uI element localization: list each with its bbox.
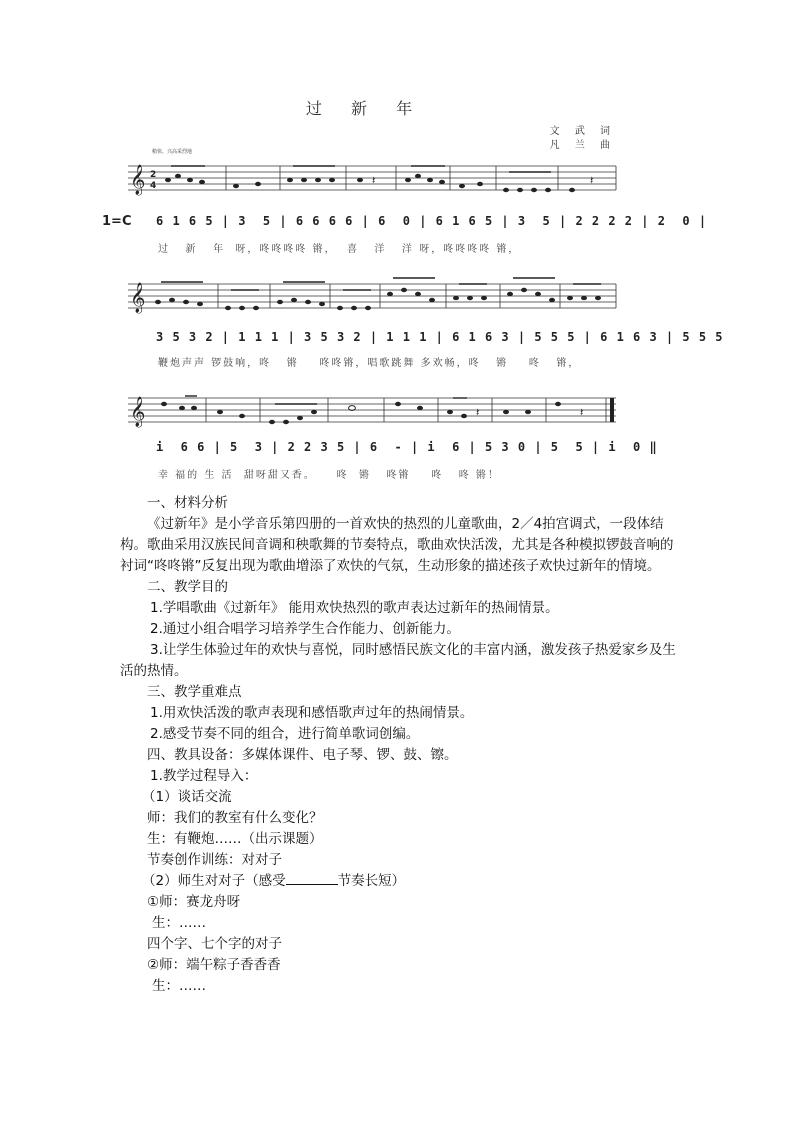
svg-text:𝄽: 𝄽 bbox=[590, 174, 594, 187]
svg-text:4: 4 bbox=[150, 181, 157, 191]
objective-item-1: 1.学唱歌曲《过新年》 能用欢快热烈的歌声表达过新年的热闹情景。 bbox=[150, 600, 559, 616]
svg-text:𝄞: 𝄞 bbox=[130, 165, 146, 195]
lyrics-row-3: 幸 福的 生 活 甜呀甜又香。 咚 锵 咚锵 咚 咚 锵！ bbox=[158, 470, 500, 481]
process-step-talk: （1）谈话交流 bbox=[142, 789, 232, 805]
analysis-paragraph: 《过新年》是小学音乐第四册的一首欢快的热烈的儿童歌曲，2／4拍宫调式，一段体结构。歌曲采用汉族民间音调和秧歌舞的节奏特点，歌曲欢快活泼，尤其是各种模拟锣鼓音响的衬词“咚咚锵”反复出现为歌曲增添了欢快的气氛，生动形象的描述孩子欢快过新年的情境。 bbox=[120, 516, 674, 574]
svg-text:𝄽: 𝄽 bbox=[476, 406, 480, 419]
jianpu-row-1: 6 1 6 5 | 3 5 | 6 6 6 6 | 6 0 | 6 1 6 5 | 3 5 | 2 2 2 2 | 2 0 | bbox=[156, 214, 708, 228]
dialogue-student-1: 生：有鞭炮……（出示课题） bbox=[147, 831, 323, 847]
section-heading-equipment: 四、教具设备：多媒体课件、电子琴、锣、鼓、镲。 bbox=[147, 747, 458, 763]
lyricist-credit: 文 武 词 bbox=[549, 126, 616, 137]
svg-text:𝄞: 𝄞 bbox=[130, 283, 146, 313]
lyrics-row-1: 过 新 年 呀，咚咚咚咚 锵， 喜 洋 洋 呀，咚咚咚咚 锵， bbox=[158, 244, 521, 255]
staff-line-2 bbox=[128, 276, 618, 316]
dialogue-teacher-3: ②师：端午粽子香香香 bbox=[147, 957, 281, 973]
process-step-couplet bbox=[120, 871, 676, 892]
dialogue-student-2: 生：…… bbox=[152, 915, 206, 931]
music-score bbox=[102, 90, 724, 490]
staff-line-3 bbox=[128, 390, 618, 430]
staff-line-1 bbox=[128, 158, 618, 198]
svg-text:2: 2 bbox=[150, 170, 157, 180]
lyrics-row-2: 鞭炮声声 锣鼓响，咚 锵 咚咚锵，唱歌跳舞 多欢畅，咚 锵 咚 锵， bbox=[158, 358, 581, 369]
rhythm-training-line: 节奏创作训练：对对子 bbox=[147, 852, 282, 868]
section-heading-analysis: 一、材料分析 bbox=[147, 495, 228, 511]
dialogue-student-3: 生：…… bbox=[152, 978, 206, 994]
couplet-text-end: 节奏长短） bbox=[337, 873, 406, 889]
dialogue-teacher-2: ①师：赛龙舟呀 bbox=[147, 894, 241, 910]
couplet-type-line: 四个字、七个字的对子 bbox=[147, 936, 282, 952]
lesson-plan-body bbox=[120, 493, 676, 997]
key-signature: 1=C bbox=[102, 214, 132, 229]
objective-item-3: 3.让学生体验过年的欢快与喜悦，同时感悟民族文化的丰富内涵，激发孩子热爱家乡及生活的热情。 bbox=[120, 642, 676, 679]
jianpu-row-3: i 6 6 | 5 3 | 2 2 3 5 | 6 - | i 6 | 5 3 0 | 5 5 | i 0 ‖ bbox=[156, 440, 658, 454]
song-title: 过 新 年 bbox=[305, 99, 425, 118]
svg-text:𝄽: 𝄽 bbox=[372, 174, 376, 187]
svg-text:𝄞: 𝄞 bbox=[130, 397, 146, 427]
objective-item-2: 2.通过小组合唱学习培养学生合作能力、创新能力。 bbox=[150, 621, 460, 637]
tempo-marking: 稍快、兴高采烈地 bbox=[152, 149, 193, 155]
process-heading: 1.教学过程导入： bbox=[150, 768, 258, 784]
key-point-item-2: 2.感受节奏不同的组合，进行简单歌词创编。 bbox=[150, 726, 420, 742]
key-point-item-1: 1.用欢快活泼的歌声表现和感悟歌声过年的热闹情景。 bbox=[150, 705, 474, 721]
dialogue-teacher-1: 师：我们的教室有什么变化？ bbox=[147, 810, 323, 826]
section-heading-key-points: 三、教学重难点 bbox=[147, 684, 242, 700]
jianpu-row-2: 3 5 3 2 | 1 1 1 | 3 5 3 2 | 1 1 1 | 6 1 6 3 | 5 5 5 | 6 1 6 3 | 5 5 5 bbox=[156, 330, 724, 344]
couplet-text-start: （2）师生对对子（感受 bbox=[142, 873, 286, 889]
fill-in-blank bbox=[286, 872, 338, 885]
section-heading-objectives: 二、教学目的 bbox=[147, 579, 228, 595]
svg-text:𝄽: 𝄽 bbox=[580, 406, 584, 419]
composer-credit: 凡 兰 曲 bbox=[549, 140, 616, 151]
